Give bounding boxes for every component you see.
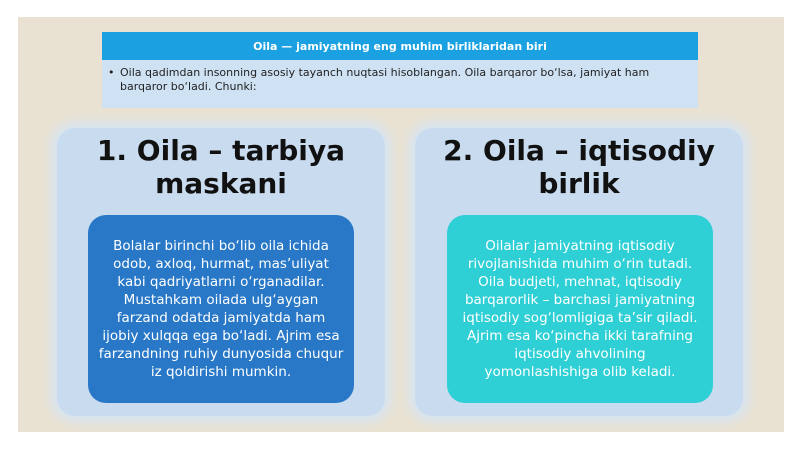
panel-right-title: 2. Oila – iqtisodiy birlik [443, 134, 715, 200]
card-right-text: Oilalar jamiyatning iqtisodiy rivojlanishida muhim o‘rin tutadi. Oila budjeti, mehnat, iqtisodiy barqarorlik – barchasi jamiyatning iqtisodiy sog‘lomligiga ta’sir qiladi. Ajrim esa ko‘pincha ikki tarafning iqtisodiy ahvolining yomonlashishiga olib keladi. [462, 238, 698, 380]
card-left [88, 215, 354, 403]
card-left-text: Bolalar birinchi bo‘lib oila ichida odob, axloq, hurmat, mas’uliyat kabi qadriyatlarni o‘rganadilar. Mustahkam oilada ulg‘aygan farzand odatda jamiyatda ham ijobiy xulqqa ega bo‘ladi. Ajrim esa farzandning ruhiy dunyosida chuqur iz qoldirishi mumkin. [98, 238, 344, 380]
header-title: Oila — jamiyatning eng muhim birliklaridan biri [102, 32, 698, 60]
card-right [447, 215, 713, 403]
bullet-marker: • [108, 66, 115, 79]
header-body-text: Oila qadimdan insonning asosiy tayanch nuqtasi hisoblangan. Oila barqaror bo‘lsa, jamiyat ham barqaror bo‘ladi. Chunki: [120, 66, 650, 93]
panel-left-title: 1. Oila – tarbiya maskani [96, 134, 346, 200]
header-body [108, 66, 688, 94]
